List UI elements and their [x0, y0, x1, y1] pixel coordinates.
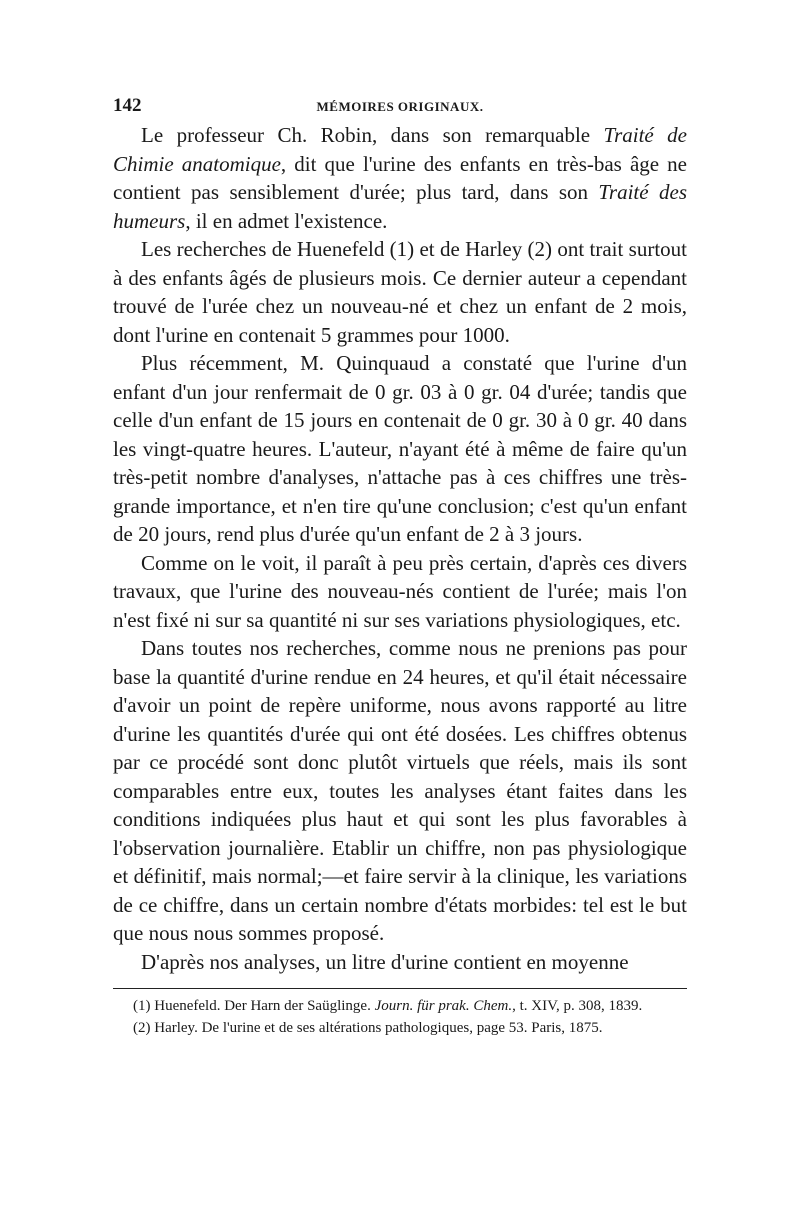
paragraph-1-text-e: , il en admet l'existence.: [185, 208, 388, 233]
footnotes: [113, 995, 687, 1039]
paragraph-3: Plus récemment, M. Quinquaud a constaté que l'urine d'un enfant d'un jour renfermait de 0 gr. 03 à 0 gr. 04 d'urée; tandis que celle d'un enfant de 15 jours en contenait de 0 gr. 30 à 0 gr. 40 dans les vingt-quatre heures. L'auteur, n'ayant été à même de faire qu'un très-petit nombre d'analyses, n'attache pas à ces chiffres une très-grande importance, et n'en tire qu'une conclusion; c'est qu'un enfant de 20 jours, rend plus d'urée qu'un enfant de 2 à 3 jours.: [113, 351, 687, 546]
book-title-traite-des-humeurs: Traité des humeurs: [113, 180, 687, 233]
paragraph-1: [113, 121, 687, 235]
paragraph-1-text-c: , dit que l'urine des enfants en très-bas âge ne contient pas sensiblement d'urée; plus tard, dans son: [113, 151, 687, 204]
page-header: [113, 95, 687, 121]
paragraph-6: D'après nos analyses, un litre d'urine contient en moyenne: [141, 949, 629, 974]
footnote-1-text-c: , t. XIV, p. 308, 1839.: [512, 998, 643, 1014]
footnote-1-text-a: (1) Huenefeld. Der Harn der Saüglinge.: [133, 998, 375, 1014]
paragraph-4: Comme on le voit, il paraît à peu près certain, d'après ces divers travaux, que l'urine des nouveau-nés contient de l'urée; mais l'on n'est fixé ni sur sa quantité ni sur ses variations physiologiques, etc.: [113, 550, 687, 632]
footnote-2: (2) Harley. De l'urine et de ses altérations pathologiques, page 53. Paris, 1875.: [133, 1020, 603, 1036]
document-page: [113, 95, 687, 1039]
page-number: 142: [113, 95, 142, 116]
footnote-1: [113, 995, 687, 1017]
paragraph-5: Dans toutes nos recherches, comme nous ne prenions pas pour base la quantité d'urine rendue en 24 heures, et qu'il était nécessaire d'avoir un point de repère uniforme, nous avons rapporté au litre d'urine les quantités d'urée qui ont été dosées. Les chiffres obtenus par ce procédé sont donc plutôt virtuels que réels, mais ils sont comparables entre eux, toutes les analyses étant faites dans les conditions indiquées plus haut et qui sont les plus favorables à l'observation journalière. Etablir un chiffre, non pas physiologique et définitif, mais normal;—et faire servir à la clinique, les variations de ce chiffre, dans un certain nombre d'états morbides: tel est le but que nous nous sommes proposé.: [113, 636, 687, 945]
footnote-divider: [113, 988, 687, 989]
paragraph-1-text-a: Le professeur Ch. Robin, dans son remarquable: [141, 123, 604, 147]
running-title: MÉMOIRES ORIGINAUX.: [316, 99, 484, 114]
journal-title: Journ. für prak. Chem.: [374, 998, 513, 1014]
paragraph-2: Les recherches de Huenefeld (1) et de Harley (2) ont trait surtout à des enfants âgés de plusieurs mois. Ce dernier auteur a cependant trouvé de l'urée chez un nouveau-né et chez un enfant de 2 mois, dont l'urine en contenait 5 grammes pour 1000.: [113, 237, 687, 347]
body-text: [113, 121, 687, 976]
book-title-chimie-anatomique: Traité de Chimie anatomique: [113, 123, 687, 176]
